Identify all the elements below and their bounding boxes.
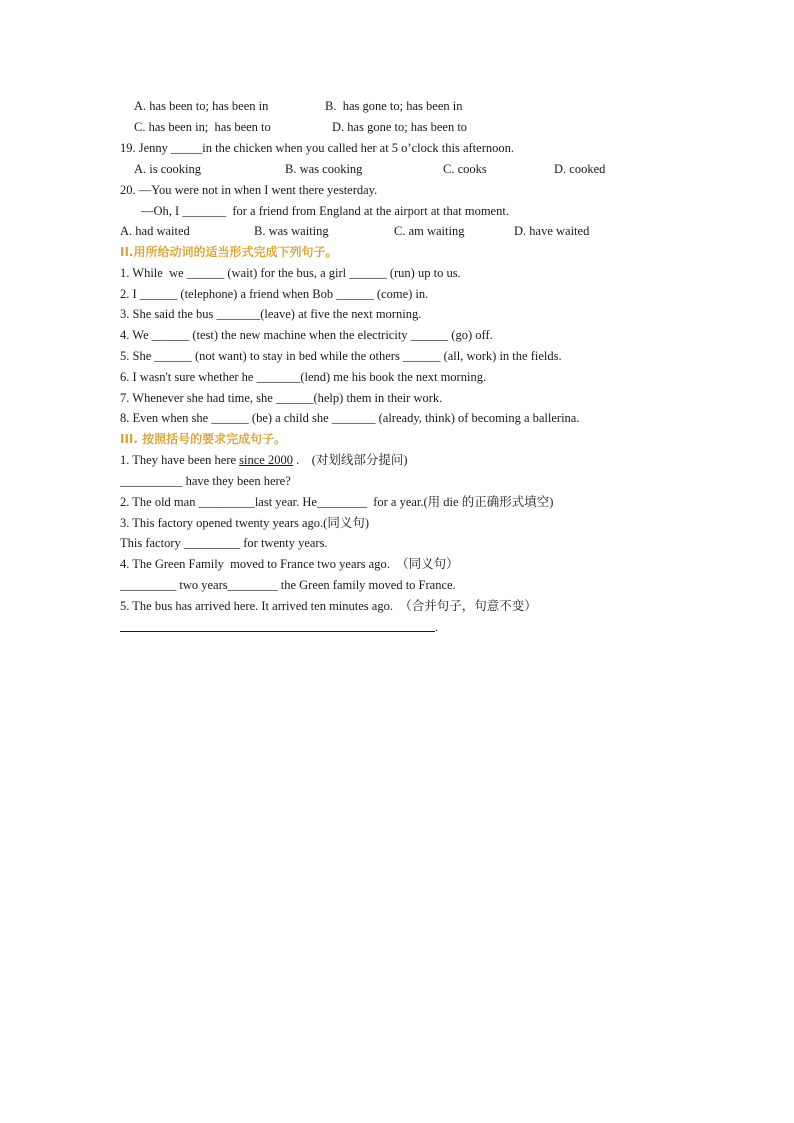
section3-q2: 2. The old man _________last year. He________ for a year.(用 die 的正确形式填空): [120, 495, 554, 509]
q19-option-a: A. is cooking: [134, 162, 202, 176]
q19-stem: 19. Jenny _____in the chicken when you called her at 5 o’clock this afternoon.: [120, 141, 514, 155]
section3-q3-answer: This factory _________ for twenty years.: [120, 536, 328, 550]
section2-item: 7. Whenever she had time, she ______(help) them in their work.: [120, 391, 443, 405]
q18-option-a: A. has been to; has been in: [134, 99, 269, 113]
section3-q4-answer: _________ two years________ the Green family moved to France.: [120, 578, 456, 592]
section3-q1: [120, 452, 408, 468]
q1-underlined-phrase: since 2000: [239, 453, 293, 467]
q18-option-b: B. has gone to; has been in: [325, 99, 463, 113]
section3-q5: 5. The bus has arrived here. It arrived ten minutes ago. （合并句子，句意不变）: [120, 599, 537, 613]
q20-option-d: D. have waited: [514, 224, 590, 238]
section2-item: 5. She ______ (not want) to stay in bed while the others ______ (all, work) in the fields.: [120, 349, 562, 363]
q20-line1: 20. —You were not in when I went there yesterday.: [120, 183, 378, 197]
q18-option-d: D. has gone to; has been to: [332, 120, 468, 134]
q1-suffix: . (对划线部分提问): [292, 453, 408, 467]
section2-item: 2. I ______ (telephone) a friend when Bob ______ (come) in.: [120, 287, 429, 301]
section3-q1-answer: __________ have they been here?: [120, 474, 291, 488]
q19-option-c: C. cooks: [443, 162, 487, 176]
section2-item: 8. Even when she ______ (be) a child she _______ (already, think) of becoming a ballerina.: [120, 411, 580, 425]
section2-item: 3. She said the bus _______(leave) at five the next morning.: [120, 307, 422, 321]
section3-q3: 3. This factory opened twenty years ago.(同义句): [120, 516, 370, 530]
section2-item: 1. While we ______ (wait) for the bus, a girl ______ (run) up to us.: [120, 266, 461, 280]
q20-option-b: B. was waiting: [254, 224, 329, 238]
section3-heading: III. 按照括号的要求完成句子。: [120, 432, 287, 446]
q20-option-a: A. had waited: [120, 224, 190, 238]
q5-answer-blank: [120, 631, 435, 632]
q19-option-d: D. cooked: [554, 162, 606, 176]
q19-option-b: B. was cooking: [285, 162, 363, 176]
q1-prefix: 1. They have been here: [120, 453, 240, 467]
section3-q4: 4. The Green Family moved to France two years ago. （同义句）: [120, 557, 459, 571]
section2-heading: II.用所给动词的适当形式完成下列句子。: [120, 245, 338, 259]
q5-answer-period: .: [435, 620, 439, 634]
section2-item: 6. I wasn't sure whether he _______(lend) me his book the next morning.: [120, 370, 487, 384]
section2-item: 4. We ______ (test) the new machine when the electricity ______ (go) off.: [120, 328, 493, 342]
q20-option-c: C. am waiting: [394, 224, 465, 238]
q20-line2: —Oh, I _______ for a friend from England at the airport at that moment.: [141, 204, 509, 218]
q18-option-c: C. has been in; has been to: [134, 120, 271, 134]
